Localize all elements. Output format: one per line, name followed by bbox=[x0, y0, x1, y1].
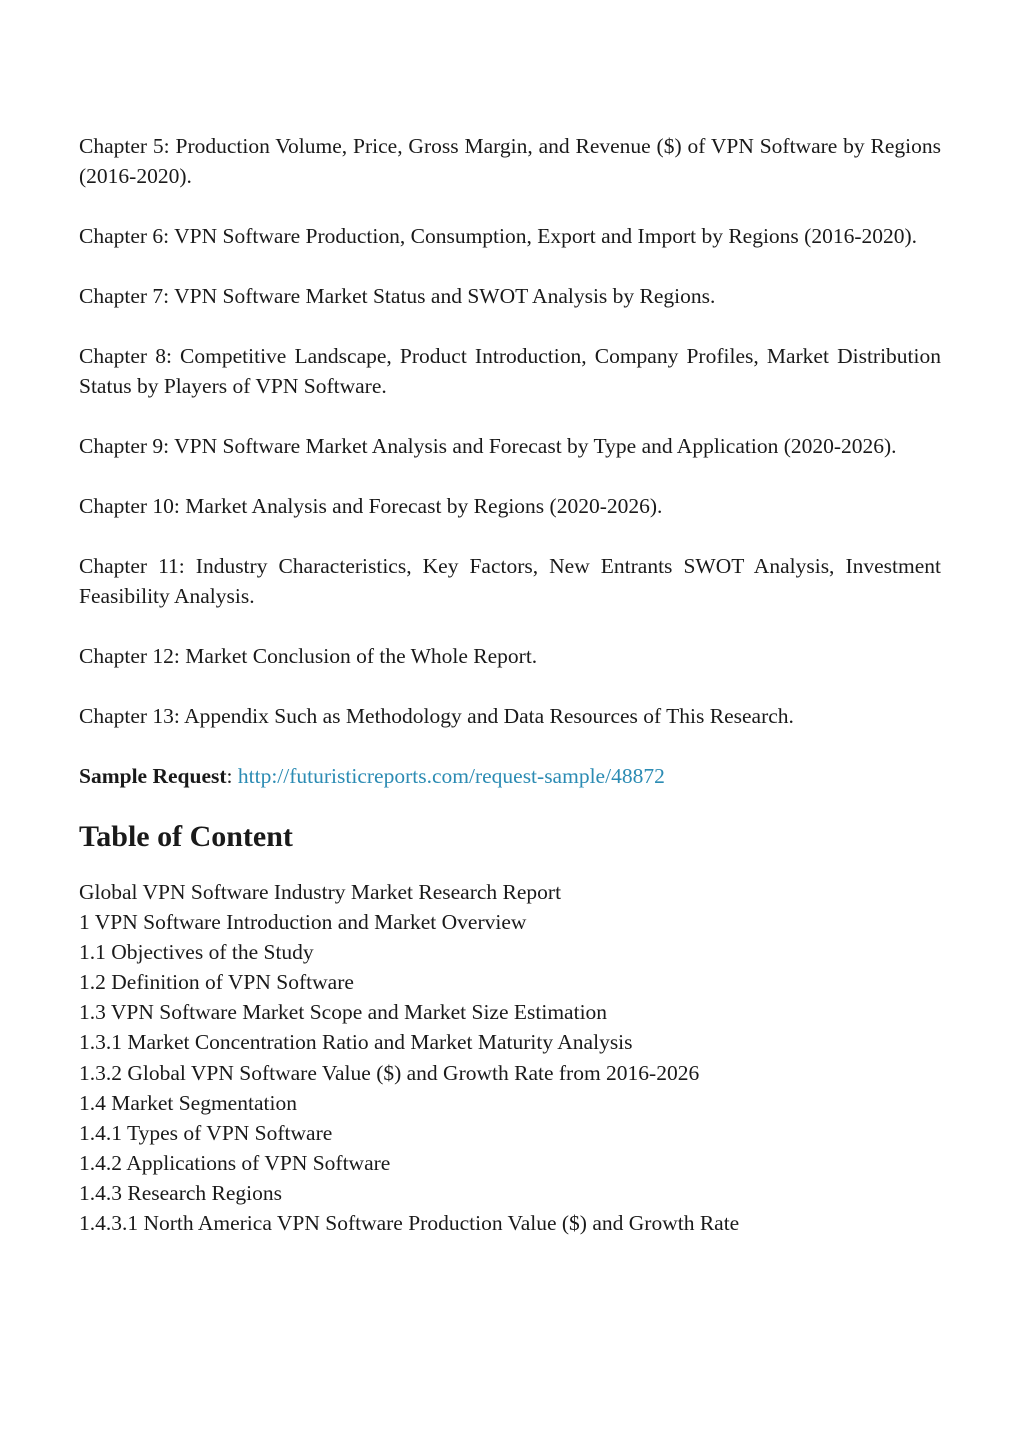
document-page bbox=[79, 131, 941, 1238]
chapter-10-paragraph: Chapter 10: Market Analysis and Forecast by Regions (2020-2026). bbox=[79, 494, 663, 518]
chapter-8-paragraph: Chapter 8: Competitive Landscape, Product Introduction, Company Profiles, Market Distribution Status by Players of VPN Software. bbox=[79, 344, 941, 398]
toc-item: 1.4.2 Applications of VPN Software bbox=[79, 1150, 391, 1175]
toc-item: 1 VPN Software Introduction and Market Overview bbox=[79, 910, 527, 935]
sample-request-label: Sample Request bbox=[79, 764, 227, 788]
chapter-9-paragraph: Chapter 9: VPN Software Market Analysis and Forecast by Type and Application (2020-2026). bbox=[79, 434, 897, 458]
chapter-5-paragraph: Chapter 5: Production Volume, Price, Gross Margin, and Revenue ($) of VPN Software by Regions (2016-2020). bbox=[79, 134, 941, 188]
toc-item: 1.3.2 Global VPN Software Value ($) and Growth Rate from 2016-2026 bbox=[79, 1060, 700, 1085]
sample-request-line bbox=[79, 761, 941, 791]
toc-item: 1.4.1 Types of VPN Software bbox=[79, 1120, 333, 1145]
toc-list bbox=[79, 877, 941, 1238]
chapter-7-paragraph: Chapter 7: VPN Software Market Status and SWOT Analysis by Regions. bbox=[79, 284, 716, 308]
sample-request-separator: : bbox=[226, 764, 238, 788]
toc-item: Global VPN Software Industry Market Research Report bbox=[79, 880, 562, 904]
chapter-13-paragraph: Chapter 13: Appendix Such as Methodology and Data Resources of This Research. bbox=[79, 704, 794, 728]
toc-item: 1.2 Definition of VPN Software bbox=[79, 970, 354, 995]
toc-item: 1.3 VPN Software Market Scope and Market Size Estimation bbox=[79, 1000, 608, 1025]
chapter-12-paragraph: Chapter 12: Market Conclusion of the Whole Report. bbox=[79, 644, 538, 668]
toc-item: 1.4.3.1 North America VPN Software Production Value ($) and Growth Rate bbox=[79, 1211, 740, 1236]
toc-item: 1.1 Objectives of the Study bbox=[79, 940, 314, 965]
toc-item: 1.3.1 Market Concentration Ratio and Market Maturity Analysis bbox=[79, 1030, 633, 1055]
chapter-6-paragraph: Chapter 6: VPN Software Production, Consumption, Export and Import by Regions (2016-2020). bbox=[79, 224, 918, 248]
sample-request-link[interactable]: http://futuristicreports.com/request-sample/48872 bbox=[237, 764, 665, 788]
toc-item: 1.4 Market Segmentation bbox=[79, 1090, 297, 1115]
toc-heading: Table of Content bbox=[79, 820, 293, 853]
chapter-11-paragraph: Chapter 11: Industry Characteristics, Key Factors, New Entrants SWOT Analysis, Investment Feasibility Analysis. bbox=[79, 554, 941, 608]
toc-item: 1.4.3 Research Regions bbox=[79, 1180, 283, 1205]
